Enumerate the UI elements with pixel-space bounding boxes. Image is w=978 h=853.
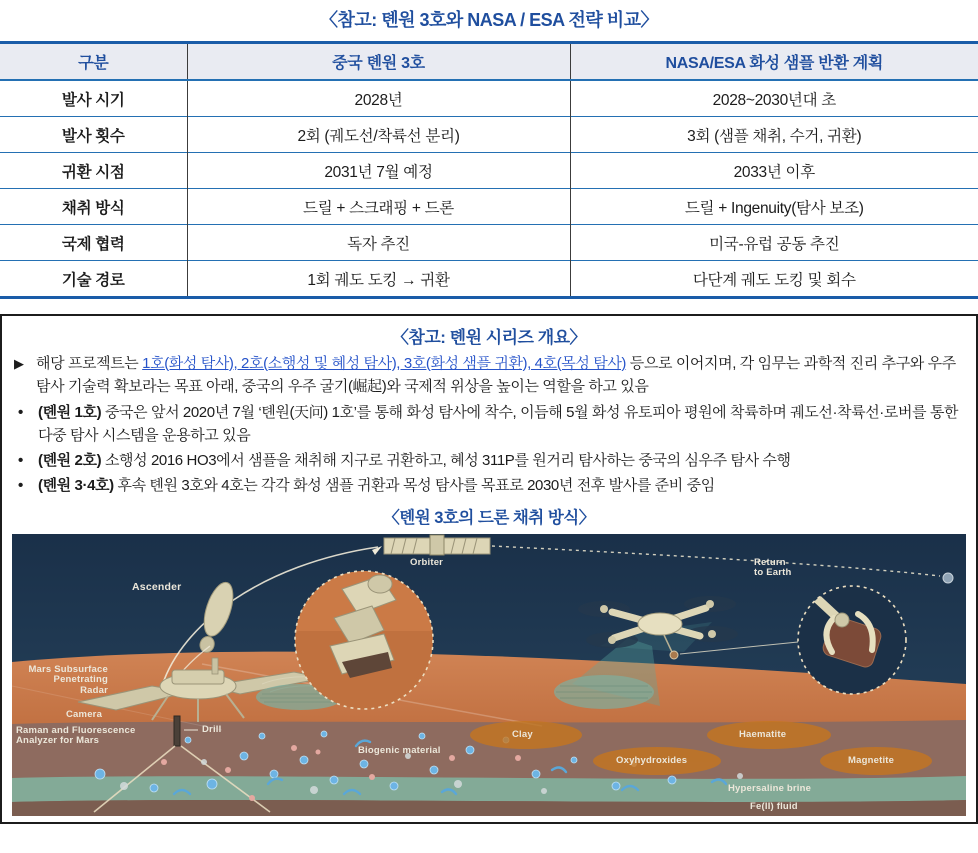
nasa-cell: 3회 (샘플 채취, 수거, 귀환) [570, 117, 978, 153]
page-title: 〈참고: 톈원 3호와 NASA / ESA 전략 비교〉 [319, 10, 659, 30]
clay-label: Clay [512, 728, 533, 740]
illustration-graphic [12, 534, 966, 816]
illustration-caption: 〈톈원 3호의 드론 채취 방식〉 [383, 508, 595, 527]
table-row [0, 261, 978, 298]
row-label-cell: 발사 시기 [0, 80, 187, 117]
ascender-label: Ascender [132, 580, 182, 593]
dot-bullet-icon: • [18, 477, 23, 495]
raman-label: Raman and Fluorescence Analyzer for Mars [16, 724, 136, 747]
hypersaline-brine-label: Hypersaline brine [728, 782, 812, 794]
bottom-layer [12, 800, 966, 816]
table-row [0, 80, 978, 117]
table-row [0, 189, 978, 225]
table-row [0, 117, 978, 153]
bullet-text: 소행성 2016 HO3에서 샘플을 채취해 지구로 귀환하고, 혜성 311P를 원거리 탐사하는 중국의 심우주 탐사 수행 [101, 452, 791, 469]
drill-label: Drill [202, 723, 222, 735]
overview-bullet-tianwen2 [12, 449, 966, 472]
cn-cell: 1회 궤도 도킹 → 귀환 [187, 261, 570, 298]
camera-label: Camera [66, 708, 103, 720]
biogenic-material-label: Biogenic material [358, 744, 441, 756]
header-nasa-esa: NASA/ESA 화성 샘플 반환 계획 [570, 43, 978, 81]
orbiter-label: Orbiter [410, 556, 444, 568]
cn-cell: 2028년 [187, 80, 570, 117]
overview-bullet-main-text [36, 352, 966, 399]
dot-bullet-icon: • [18, 452, 23, 469]
row-label-cell: 기술 경로 [0, 261, 187, 298]
cn-cell: 2031년 7월 예정 [187, 153, 570, 189]
bullet-lead: (톈원 3·4호) [38, 477, 114, 495]
drill-graphic [174, 716, 180, 746]
earth-dot [943, 573, 953, 583]
table-header-row [0, 43, 978, 81]
bullet-lead: (톈원 2호) [38, 452, 102, 469]
scoop-inset [295, 571, 433, 709]
table-row [0, 153, 978, 189]
table-row [0, 225, 978, 261]
triangle-bullet-icon: ▶ [14, 356, 24, 371]
overview-bullet-tianwen34 [12, 474, 966, 497]
nasa-cell: 2033년 이후 [570, 153, 978, 189]
row-label-cell: 귀환 시점 [0, 153, 187, 189]
bullet-prefix: 해당 프로젝트는 [36, 355, 143, 372]
subsurface-radar-label: Mars Subsurface Penetrating Radar [28, 663, 108, 697]
mars-sampling-illustration [12, 534, 966, 816]
overview-box [0, 314, 978, 824]
nasa-cell: 다단계 궤도 도킹 및 회수 [570, 261, 978, 298]
magnetite-label: Magnetite [848, 754, 895, 766]
cn-cell: 드릴 + 스크래핑 + 드론 [187, 189, 570, 225]
row-label-cell: 국제 협력 [0, 225, 187, 261]
comparison-table [0, 41, 978, 299]
header-tianwen: 중국 톈원 3호 [187, 43, 570, 81]
bullet-text: 후속 톈원 3호와 4호는 각각 화성 샘플 귀환과 목성 탐사를 목표로 2030년 전후 발사를 준비 중임 [113, 477, 715, 495]
orbiter-graphic [384, 535, 490, 555]
haematite-label: Haematite [739, 728, 787, 740]
oxyhydroxides-label: Oxyhydroxides [616, 754, 688, 766]
overview-bullet-main [12, 352, 966, 399]
claw-inset [798, 586, 906, 694]
overview-bullet-tianwen1 [12, 401, 966, 448]
header-category: 구분 [0, 43, 187, 81]
bullet-suffix: 등으로 이어지며, 각 임무는 과학적 진리 추구와 우주 탐사 기술력 확보라는 목표 아래, 중국의 우주 굴기(崛起)와 국제적 위상을 높이는 역할을 하고 있음 [36, 355, 956, 396]
overview-title: 〈참고: 톈원 시리즈 개요〉 [391, 328, 587, 347]
dot-bullet-icon: • [18, 403, 23, 421]
bullet-lead: (톈원 1호) [38, 403, 102, 421]
cn-cell: 독자 추진 [187, 225, 570, 261]
fe-fluid-label: Fe(II) fluid [750, 800, 798, 812]
bullet-text: 중국은 앞서 2020년 7월 ‘톈원(天问) 1호’를 통해 화성 탐사에 착수, 이듬해 5월 화성 유토피아 평원에 착륙하며 궤도선·착륙선·로버를 통한 다중 탐사 시스템을 운용하고 있음 [38, 403, 959, 444]
row-label-cell: 발사 횟수 [0, 117, 187, 153]
nasa-cell: 드릴 + Ingenuity(탐사 보조) [570, 189, 978, 225]
nasa-cell: 미국-유럽 공동 추진 [570, 225, 978, 261]
tianwen-series-link[interactable]: 1호(화성 탐사), 2호(소행성 및 혜성 탐사), 3호(화성 샘플 귀환), 4호(목성 탐사) [142, 355, 627, 372]
cn-cell: 2회 (궤도선/착륙선 분리) [187, 117, 570, 153]
row-label-cell: 채취 방식 [0, 189, 187, 225]
nasa-cell: 2028~2030년대 초 [570, 80, 978, 117]
return-to-earth-label: Return to Earth [754, 556, 792, 579]
